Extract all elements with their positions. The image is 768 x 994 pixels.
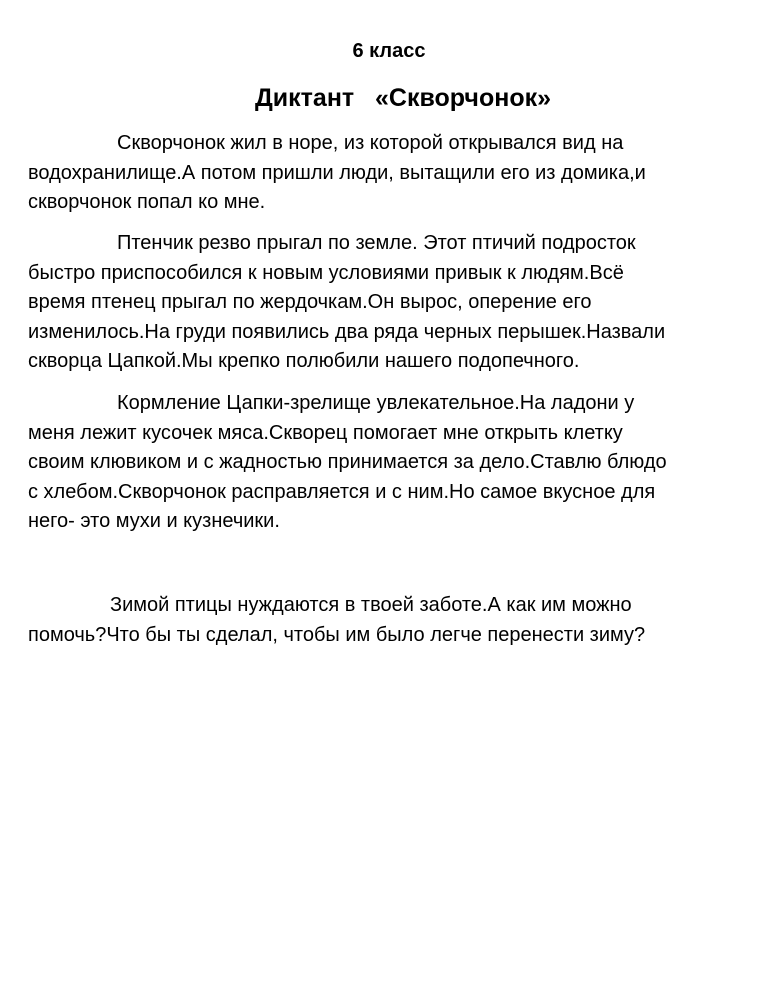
text-line: изменилось.На груди появились два ряда черных перышек.Назвали	[28, 320, 666, 343]
text-line: меня лежит кусочек мяса.Скворец помогает мне открыть клетку	[28, 421, 623, 444]
text-line: Зимой птицы нуждаются в твоей заботе.А как им можно	[110, 594, 632, 616]
text-line: Кормление Цапки-зрелище увлекательное.На ладони у	[117, 392, 635, 414]
text-line: него- это мухи и кузнечики.	[28, 510, 280, 532]
text-line: с хлебом.Скворчонок расправляется и с ним.Но самое вкусное для	[28, 480, 656, 503]
text-line: быстро приспособился к новым условиями привык к людям.Всё	[28, 261, 624, 284]
text-line: время птенец прыгал по жердочкам.Он вырос, оперение его	[28, 291, 592, 313]
text-line: скворчонок попал ко мне.	[28, 191, 266, 213]
paragraph-4-task	[28, 591, 743, 650]
text-line: своим клювиком и с жадностью принимается за дело.Ставлю блюдо	[28, 451, 667, 473]
text-line: Птенчик резво прыгал по земле. Этот птичий подросток	[117, 232, 636, 254]
text-line: помочь?Что бы ты сделал, чтобы им было легче перенести зиму?	[28, 623, 646, 646]
text-line: водохранилище.А потом пришли люди, вытащили его из домика,и	[28, 161, 646, 184]
dictation-title: Диктант «Скворчонок»	[254, 84, 552, 112]
text-line: скворца Цапкой.Мы крепко полюбили нашего подопечного.	[28, 350, 580, 372]
paragraph-3	[28, 389, 743, 537]
text-line: Скворчонок жил в норе, из которой открывался вид на	[117, 132, 624, 154]
paragraph-1	[28, 129, 743, 218]
grade-heading: 6 класс	[352, 40, 426, 62]
paragraph-2	[28, 229, 743, 377]
